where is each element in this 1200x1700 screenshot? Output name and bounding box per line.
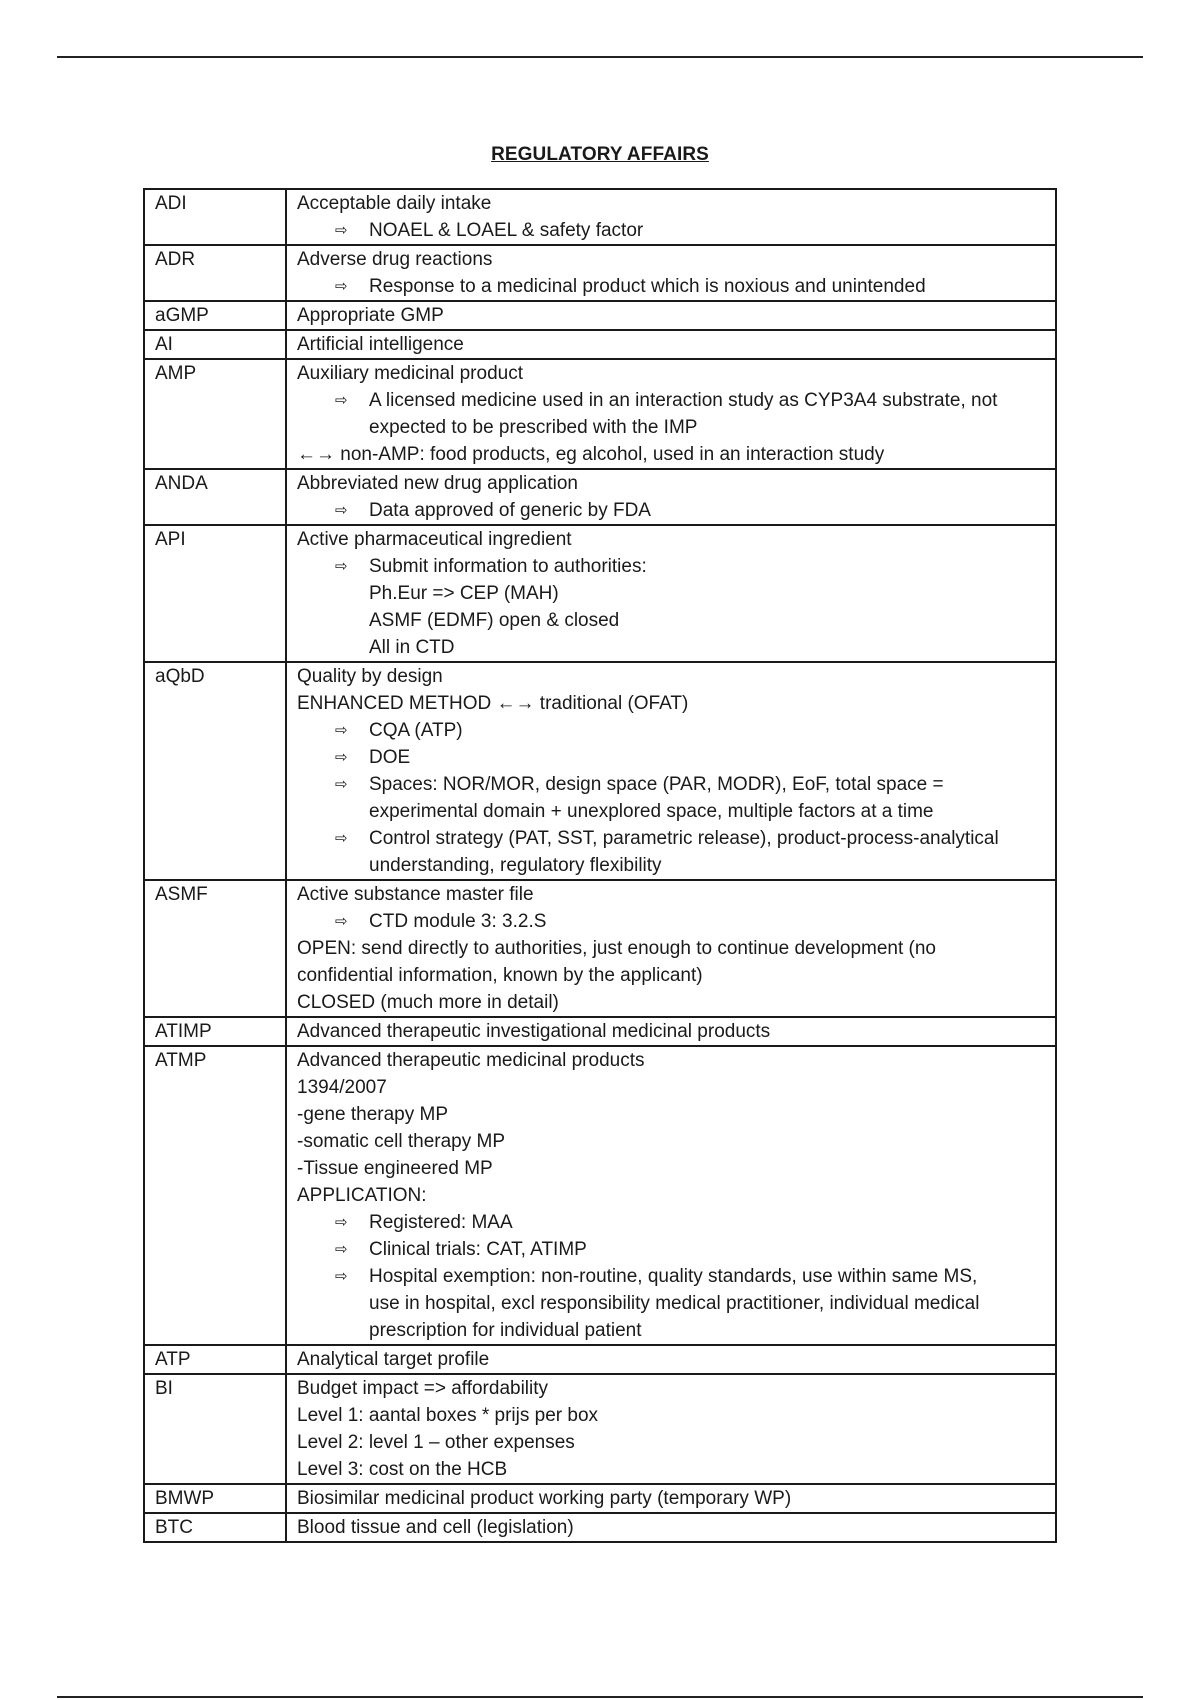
page-title: REGULATORY AFFAIRS [491,144,709,165]
bullet-line [297,553,1045,580]
table-row [144,301,1056,330]
table-row [144,662,1056,880]
bullet-text: Data approved of generic by FDA [369,500,651,521]
abbreviation-cell: aGMP [144,301,286,330]
abbreviation-cell: BMWP [144,1484,286,1513]
table-row [144,1046,1056,1345]
arrow-bullet-icon: ⇨ [335,722,348,739]
bullet-text: DOE [369,747,411,768]
arrow-bullet-icon: ⇨ [335,830,348,847]
bullet-line [297,387,1045,414]
definition-line: APPLICATION: [297,1185,427,1206]
table-row [144,525,1056,662]
contrast-line [297,441,1045,468]
bullet-text: Clinical trials: CAT, ATIMP [369,1239,587,1260]
contrast-line [297,690,1045,717]
definition-cell [286,301,1056,330]
bullet-line [297,1263,1045,1290]
abbreviation-cell: BI [144,1374,286,1484]
definition-line: Appropriate GMP [297,305,444,326]
footer-rule [57,1696,1143,1698]
table-row [144,1513,1056,1542]
abbreviation-cell: ADI [144,189,286,245]
arrow-bullet-icon: ⇨ [335,392,348,409]
definition-line: Active pharmaceutical ingredient [297,529,572,550]
definition-line: Level 1: aantal boxes * prijs per box [297,1405,599,1426]
abbreviation-cell: ADR [144,245,286,301]
continuation-line: expected to be prescribed with the IMP [369,417,698,438]
bullet-text: Spaces: NOR/MOR, design space (PAR, MODR), EoF, total space = [369,774,944,795]
bullet-line [297,1236,1045,1263]
bullet-text: Control strategy (PAT, SST, parametric release), product-process-analytical [369,828,999,849]
definition-line: Blood tissue and cell (legislation) [297,1517,574,1538]
bullet-text: NOAEL & LOAEL & safety factor [369,220,644,241]
definition-line: Auxiliary medicinal product [297,363,523,384]
definition-line: Acceptable daily intake [297,193,492,214]
double-arrow-icon: ←→ [297,444,335,465]
definition-cell [286,880,1056,1017]
table-row [144,245,1056,301]
definition-cell [286,1513,1056,1542]
bullet-text: Registered: MAA [369,1212,513,1233]
definition-line: Artificial intelligence [297,334,464,355]
bullet-line [297,771,1045,798]
table-row [144,880,1056,1017]
table-row [144,1345,1056,1374]
contrast-text: non-AMP: food products, eg alcohol, used in an interaction study [335,444,885,465]
definition-line: -somatic cell therapy MP [297,1131,506,1152]
bullet-line [297,497,1045,524]
definition-cell [286,1374,1056,1484]
table-row [144,359,1056,469]
definition-line: Level 3: cost on the HCB [297,1459,508,1480]
definition-line: Level 2: level 1 – other expenses [297,1432,575,1453]
continuation-line: understanding, regulatory flexibility [369,855,662,876]
arrow-bullet-icon: ⇨ [335,1268,348,1285]
definition-line: Advanced therapeutic investigational medicinal products [297,1021,771,1042]
abbreviation-cell: AMP [144,359,286,469]
definition-cell [286,1345,1056,1374]
contrast-prefix: ENHANCED METHOD [297,693,497,714]
definition-line: Abbreviated new drug application [297,473,578,494]
abbreviation-cell: ASMF [144,880,286,1017]
definition-cell [286,1017,1056,1046]
glossary-body [144,189,1056,1542]
bullet-text: CQA (ATP) [369,720,463,741]
abbreviation-cell: AI [144,330,286,359]
bullet-line [297,273,1045,300]
bullet-text: Hospital exemption: non-routine, quality standards, use within same MS, [369,1266,978,1287]
arrow-bullet-icon: ⇨ [335,278,348,295]
arrow-bullet-icon: ⇨ [335,749,348,766]
abbreviation-cell: BTC [144,1513,286,1542]
definition-cell [286,330,1056,359]
bullet-text: Submit information to authorities: [369,556,647,577]
continuation-line: ASMF (EDMF) open & closed [369,610,620,631]
definition-line: CLOSED (much more in detail) [297,992,559,1013]
definition-line: Advanced therapeutic medicinal products [297,1050,645,1071]
arrow-bullet-icon: ⇨ [335,776,348,793]
table-row [144,189,1056,245]
definition-cell [286,189,1056,245]
continuation-line: Ph.Eur => CEP (MAH) [369,583,559,604]
glossary-table [143,188,1057,1543]
bullet-line [297,217,1045,244]
table-row [144,1484,1056,1513]
bullet-line [297,908,1045,935]
table-row [144,330,1056,359]
abbreviation-cell: API [144,525,286,662]
arrow-bullet-icon: ⇨ [335,1241,348,1258]
definition-cell [286,245,1056,301]
continuation-line: use in hospital, excl responsibility medical practitioner, individual medical [369,1293,980,1314]
definition-line: -gene therapy MP [297,1104,449,1125]
arrow-bullet-icon: ⇨ [335,558,348,575]
definition-cell [286,525,1056,662]
abbreviation-cell: aQbD [144,662,286,880]
definition-line: Adverse drug reactions [297,249,493,270]
definition-line: 1394/2007 [297,1077,387,1098]
bullet-line [297,744,1045,771]
table-row [144,1374,1056,1484]
bullet-line [297,717,1045,744]
definition-line: Biosimilar medicinal product working party (temporary WP) [297,1488,792,1509]
abbreviation-cell: ANDA [144,469,286,525]
abbreviation-cell: ATMP [144,1046,286,1345]
arrow-bullet-icon: ⇨ [335,913,348,930]
abbreviation-cell: ATIMP [144,1017,286,1046]
definition-cell [286,469,1056,525]
definition-cell [286,359,1056,469]
definition-line: -Tissue engineered MP [297,1158,493,1179]
table-row [144,469,1056,525]
definition-line: confidential information, known by the applicant) [297,965,703,986]
table-row [144,1017,1056,1046]
continuation-line: prescription for individual patient [369,1320,642,1341]
bullet-line [297,825,1045,852]
bullet-text: Response to a medicinal product which is noxious and unintended [369,276,926,297]
definition-line: Quality by design [297,666,443,687]
definition-cell [286,1046,1056,1345]
definition-line: Analytical target profile [297,1349,490,1370]
bullet-line [297,1209,1045,1236]
definition-cell [286,662,1056,880]
header-rule [57,56,1143,58]
double-arrow-icon: ←→ [496,693,535,714]
abbreviation-cell: ATP [144,1345,286,1374]
continuation-line: All in CTD [369,637,455,658]
bullet-text: CTD module 3: 3.2.S [369,911,547,932]
definition-cell [286,1484,1056,1513]
contrast-text: traditional (OFAT) [534,693,689,714]
bullet-text: A licensed medicine used in an interaction study as CYP3A4 substrate, not [369,390,998,411]
arrow-bullet-icon: ⇨ [335,502,348,519]
arrow-bullet-icon: ⇨ [335,222,348,239]
definition-line: Active substance master file [297,884,534,905]
definition-line: Budget impact => affordability [297,1378,549,1399]
arrow-bullet-icon: ⇨ [335,1214,348,1231]
continuation-line: experimental domain + unexplored space, multiple factors at a time [369,801,934,822]
definition-line: OPEN: send directly to authorities, just enough to continue development (no [297,938,936,959]
